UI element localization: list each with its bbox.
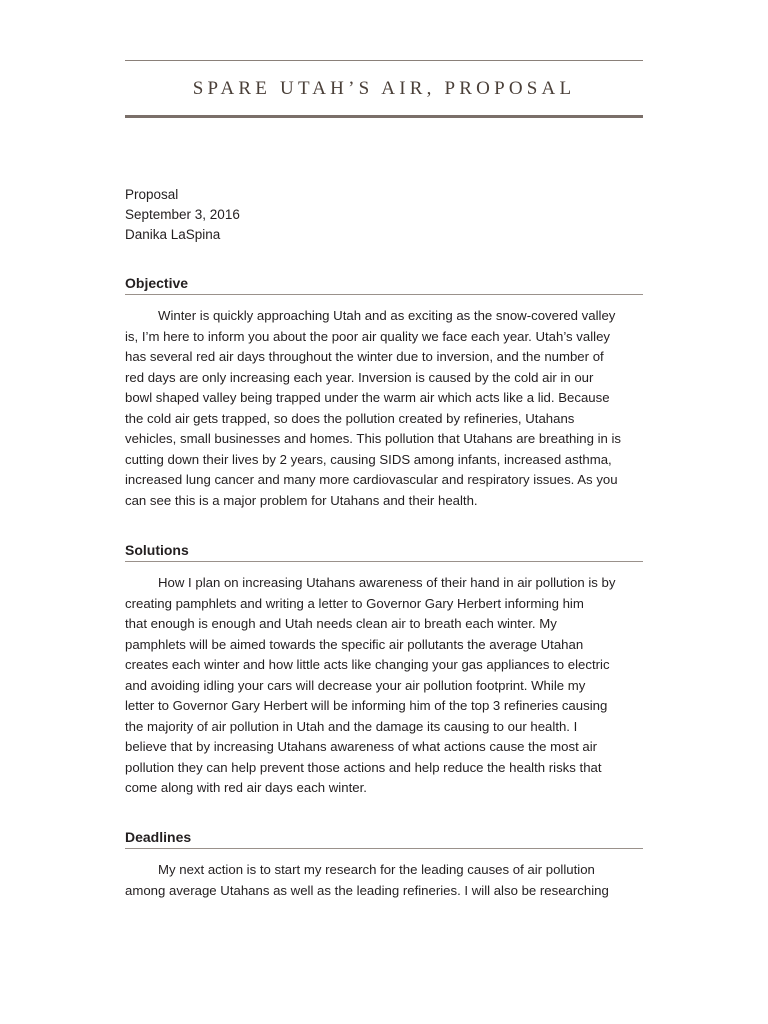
meta-author: Danika LaSpina (125, 227, 221, 242)
body-line: come along with red air days each winter. (125, 780, 367, 795)
section-heading-deadlines: Deadlines (125, 828, 643, 849)
meta-type: Proposal (125, 187, 179, 202)
body-line: pamphlets will be aimed towards the specific air pollutants the average Utahan (125, 636, 584, 652)
meta-date: September 3, 2016 (125, 207, 240, 222)
body-line: pollution they can help prevent those actions and help reduce the health risks that (125, 759, 602, 775)
body-line: red days are only increasing each year. Inversion is caused by the cold air in our (125, 369, 594, 385)
body-line: Winter is quickly approaching Utah and as exciting as the snow-covered valley (158, 308, 616, 323)
body-line: can see this is a major problem for Utahans and their health. (125, 492, 478, 508)
title-bottom-rule (125, 115, 643, 118)
section-heading-objective: Objective (125, 274, 643, 295)
body-line: My next action is to start my research for the leading causes of air pollution (158, 862, 595, 877)
body-line: that enough is enough and Utah needs clean air to breath each winter. My (125, 616, 557, 631)
body-line: cutting down their lives by 2 years, causing SIDS among infants, increased asthma, (125, 451, 612, 467)
body-line: believe that by increasing Utahans awareness of what actions cause the most air (125, 739, 598, 754)
body-line: creates each winter and how little acts like changing your gas appliances to electric (125, 657, 610, 672)
body-line: bowl shaped valley being trapped under the warm air which acts like a lid. Because (125, 390, 610, 405)
body-line: How I plan on increasing Utahans awareness of their hand in air pollution is by (158, 575, 616, 590)
section-heading-solutions: Solutions (125, 541, 643, 562)
section-body-objective (125, 306, 643, 511)
body-line: increased lung cancer and many more cardiovascular and respiratory issues. As you (125, 472, 618, 487)
body-line: is, I’m here to inform you about the poor air quality we face each year. Utah’s valley (125, 328, 611, 344)
body-line: the cold air gets trapped, so does the pollution created by refineries, Utahans (125, 410, 575, 426)
body-line: has several red air days throughout the winter due to inversion, and the number of (125, 349, 604, 364)
document-meta (125, 185, 240, 245)
section-body-solutions (125, 573, 643, 799)
title-top-rule (125, 60, 643, 61)
body-line: vehicles, small businesses and homes. This pollution that Utahans are breathing in is (125, 431, 622, 446)
section-body-deadlines (125, 860, 643, 901)
body-line: letter to Governor Gary Herbert will be informing him of the top 3 refineries causing (125, 698, 608, 713)
body-line: the majority of air pollution in Utah and the damage its causing to our health. I (125, 718, 578, 734)
document-title: SPARE UTAH’S AIR, PROPOSAL (192, 78, 576, 99)
body-line: among average Utahans as well as the leading refineries. I will also be researching (125, 882, 609, 898)
body-line: creating pamphlets and writing a letter to Governor Gary Herbert informing him (125, 595, 584, 611)
body-line: and avoiding idling your cars will decrease your air pollution footprint. While my (125, 677, 586, 693)
